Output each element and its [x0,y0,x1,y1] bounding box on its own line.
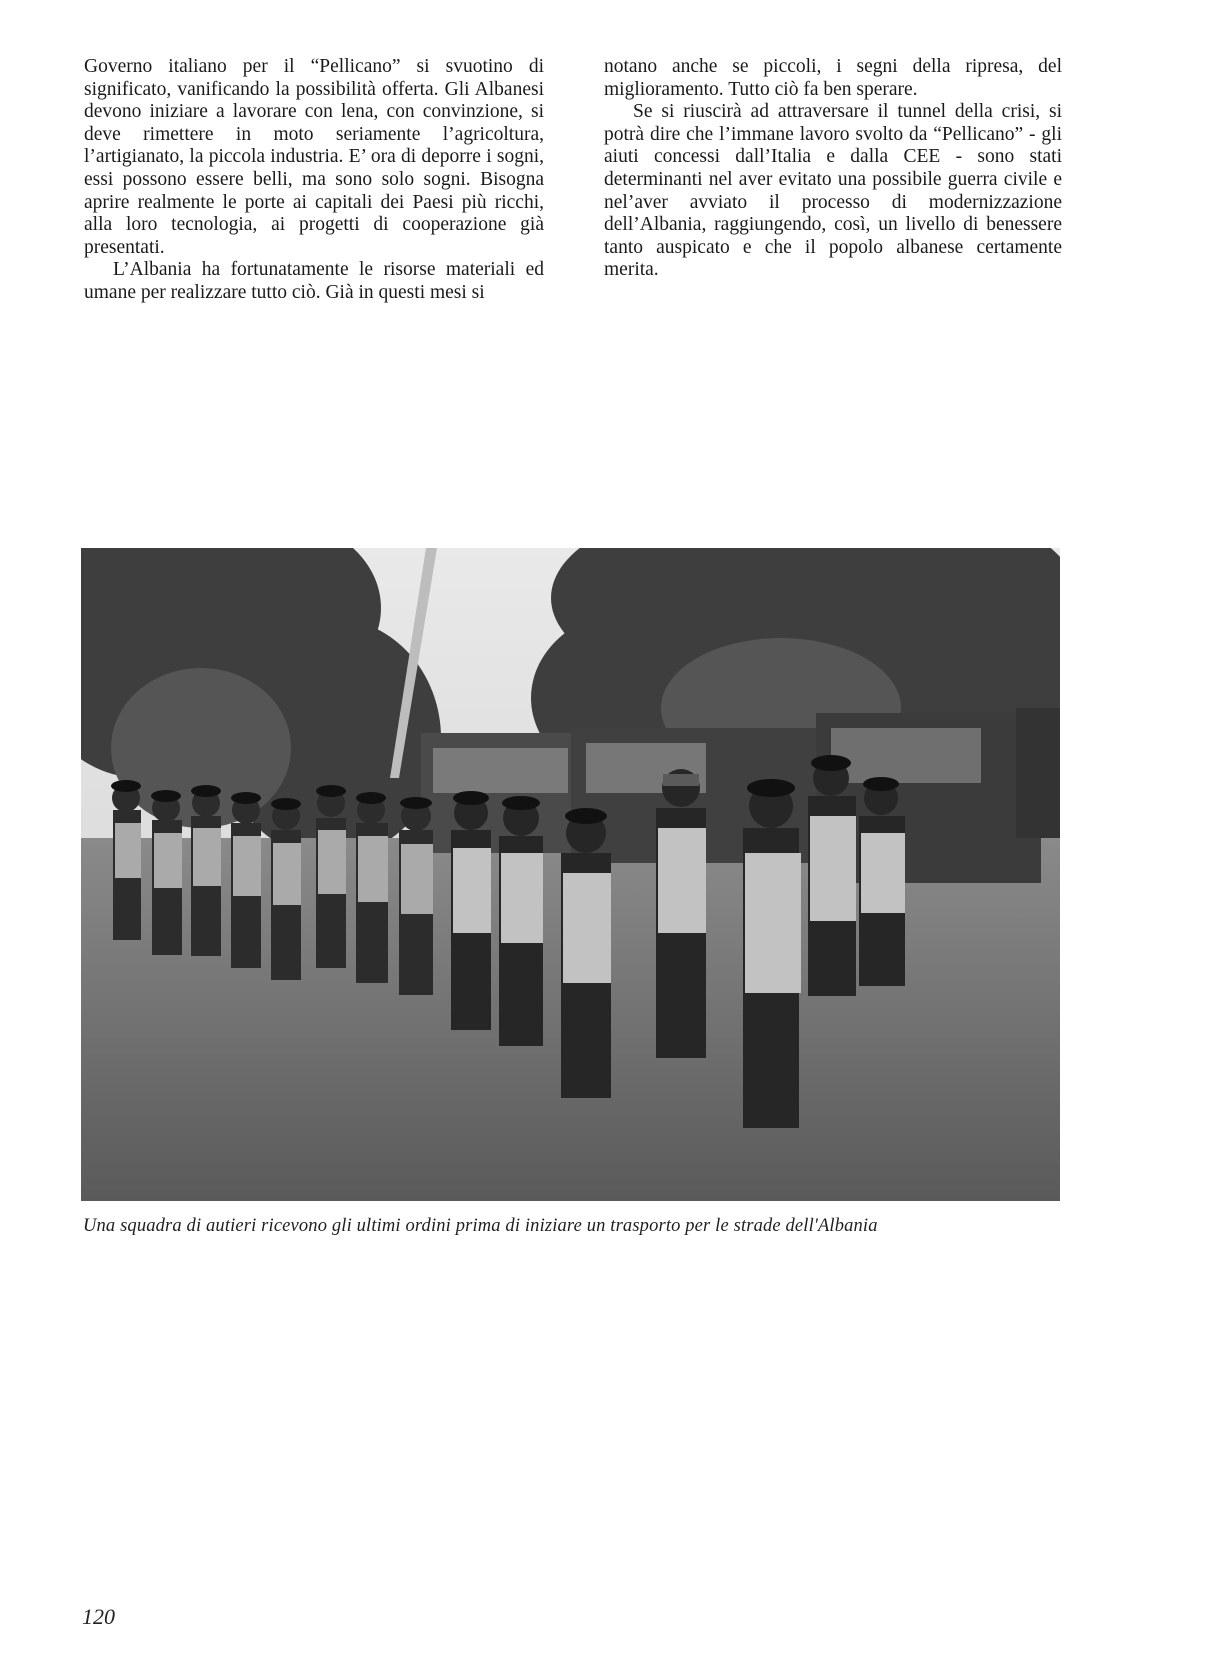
paragraph: Governo italiano per il “Pellicano” si svuotino di significato, vanificando la possibilità offerta. Gli Albanesi devono iniziare a lavorare con lena, con convinzione, si deve rimettere in moto seriamente l’agricoltura, l’artigianato, la piccola industria. E’ ora di deporre i sogni, essi possono essere belli, ma sono solo sogni. Bisogna aprire realmente le porte ai capitali dei Paesi più ricchi, alla loro tecnologia, ai progetti di cooperazione già presentati. [84,56,544,258]
left-text-column [84,56,544,305]
soldiers-photo [81,548,1060,1201]
paragraph: L’Albania ha fortunatamente le risorse materiali ed umane per realizzare tutto ciò. Già in questi mesi si [84,259,544,303]
paragraph: Se si riuscirà ad attraversare il tunnel della crisi, si potrà dire che l’immane lavoro svolto da “Pellicano” - gli aiuti concessi dall’Italia e dalla CEE - sono stati determinanti nel aver evitato una possibile guerra civile e nel’aver avviato il processo di modernizzazione dell’Albania, raggiungendo, così, un livello di benessere tanto auspicato e che il popolo albanese certamente merita. [604,101,1062,281]
soldiers-photo-graphic [81,548,1060,1201]
photo-caption: Una squadra di autieri ricevono gli ultimi ordini prima di iniziare un trasporto per le strade dell'Albania [83,1216,878,1236]
right-text-column [604,56,1062,282]
paragraph: notano anche se piccoli, i segni della ripresa, del miglioramento. Tutto ciò fa ben sperare. [604,56,1062,100]
page-number: 120 [82,1604,115,1629]
